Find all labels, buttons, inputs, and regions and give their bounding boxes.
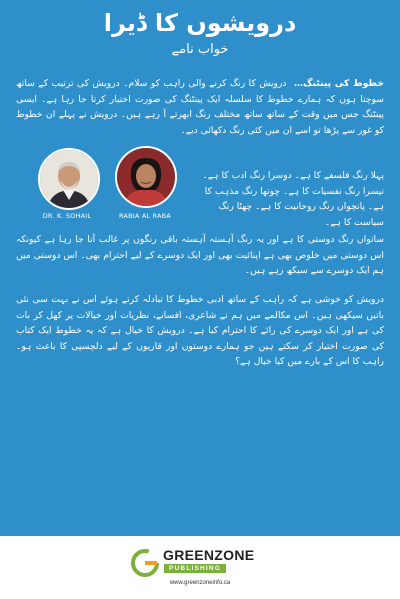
publisher-tagline: PUBLISHING bbox=[164, 564, 226, 573]
blurb-heading: خطوط کی پینٹنگ… bbox=[293, 78, 384, 89]
author-photo-rabia bbox=[115, 146, 177, 208]
blurb-color-list: پہلا رنگ فلسفے کا ہے۔ دوسرا رنگ ادب کا ہے۔ تیسرا رنگ نفسیات کا ہے۔ چوتھا رنگ مذہب کا ہے۔ پانچواں رنگ روحانیت کا ہے۔ چھٹا رنگ سیاست کا ہے۔ bbox=[202, 170, 384, 228]
author-photo-sohail bbox=[38, 148, 100, 210]
publisher-name: GREENZONE bbox=[163, 547, 255, 563]
book-title: درویشوں کا ڈیرا bbox=[103, 9, 297, 37]
blurb-paragraph-2: ساتواں رنگ دوستی کا ہے اور یہ رنگ آہستہ آہستہ باقی رنگوں پر غالب آتا جا رہا ہے کیونکہ اس دوستی میں خلوص بھی ہے اپنائیت بھی اور ایک دوسرے کے لیے احترام بھی۔ اس دوستی میں ہم ایک دوسرے سے سیکھ رہے ہیں۔ bbox=[16, 234, 384, 277]
author-name-sohail: DR. K. SOHAIL bbox=[42, 212, 92, 220]
blurb-paragraph-1-text: درویش کا رنگ کرنے والی راہب کو سلام۔ درویش کی ترتیب کے ساتھ سوچتا ہوں کہ ہمارے خطوط کا سلسلہ ایک پینٹنگ کی صورت اختیار کرتا جا رہا ہے۔ ایسی پینٹنگ جس میں وقت کے ساتھ ساتھ مختلف رنگ ابھرتے آ رہے ہیں۔ درویش نے پہلے ان خطوط کو غور سے پڑھا تو اسے ان میں کئی رنگ دکھائی دیے۔ bbox=[16, 78, 384, 136]
author-name-rabia: RABIA AL RABA bbox=[119, 212, 171, 220]
blurb-paragraph-3: درویش کو خوشی ہے کہ راہب کے ساتھ ادبی خطوط کا تبادلہ کرتے ہوئے اس نے بہت سی نئی باتیں سیکھی ہیں۔ اس مکالمے میں ہم نے شاعری، افسانے، نظریات اور خیالات پر کھل کر بات کی ہے اور ایک دوسرے کی رائے کا احترام کیا ہے۔ درویش کا خیال ہے کہ یہ خطوط ایک کتاب کی صورت اختیار کر سکتے ہیں جو ہمارے دوستوں اور قاریوں کے لیے دلچسپی کا باعث ہو۔ راہب کا اس کے بارے میں کیا خیال ہے؟ bbox=[16, 294, 384, 368]
blurb-paragraph-1 bbox=[16, 76, 384, 138]
greenzone-logo-icon bbox=[130, 548, 160, 578]
book-subtitle: خواب نامے bbox=[171, 42, 229, 57]
publisher-footer bbox=[0, 536, 400, 599]
publisher-url[interactable]: www.greenzoneinfo.ca bbox=[169, 580, 231, 586]
